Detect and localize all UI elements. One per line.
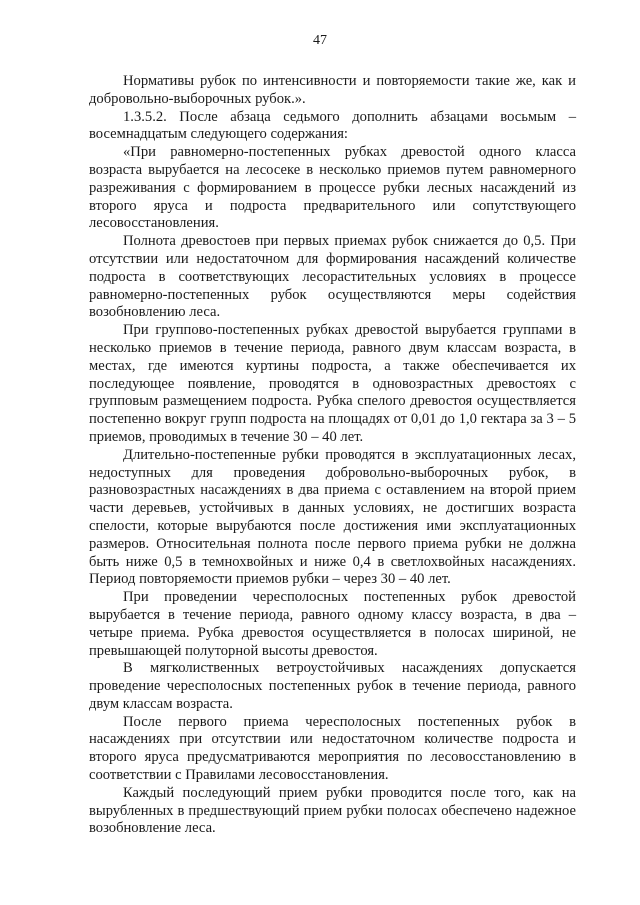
paragraph-rubki-normativy: Нормативы рубок по интенсивности и повторяемости такие же, как и добровольно-выборочных рубок.». (89, 73, 576, 107)
paragraph-posle-pervogo-priema: После первого приема чересполосных постепенных рубок в насаждениях при отсутствии или недостаточном количестве подроста и второго яруса предусматриваются мероприятия по лесовосстановлению в соответствии с Правилами лесовосстановления. (89, 713, 576, 784)
document-body (89, 73, 576, 838)
paragraph-cherespolosnye: При проведении чересполосных постепенных рубок древостой вырубается в течение периода, равного одному классу возраста, в два – четыре приема. Рубка древостоя осуществляется в полосах шириной, не превышающей полуторной высоты древостоя. (89, 589, 576, 659)
paragraph-kazhdyi-posleduyushchii: Каждый последующий прием рубки проводится после того, как на вырубленных в предшествующий прием рубки полосах обеспечено надежное возобновление леса. (89, 784, 576, 837)
paragraph-dlitelno-postepennye: Длительно-постепенные рубки проводятся в эксплуатационных лесах, недоступных для проведения добровольно-выборочных рубок, в разновозрастных насаждениях в два приема с оставлением на второй прием части деревьев, устойчивых в данных условиях, не достигших возраста спелости, которые вырубаются после достижения ими эксплуатационных размеров. Относительная полнота после первого приема рубки не должна быть ниже 0,5 в темнохвойных и ниже 0,4 в светлохвойных насаждениях. Период повторяемости приемов рубки – через 30 – 40 лет. (89, 446, 576, 588)
paragraph-gruppovo-postepennye: При группово-постепенных рубках древостой вырубается группами в несколько приемов в течение периода, равного двум классам возраста, в местах, где имеются куртины подроста, а также обеспечивается их последующее появление, проводятся в одновозрастных древостоях с групповым размещением подроста. Рубка спелого древостоя осуществляется постепенно вокруг групп подроста на площадях от 0,01 до 1,0 гектара за 3 – 5 приемов, проводимых в течение 30 – 40 лет. (89, 322, 576, 445)
page-number: 47 (313, 33, 327, 48)
paragraph-polnota-drevostoev: Полнота древостоев при первых приемах рубок снижается до 0,5. При отсутствии или недостаточном для формирования насаждений количестве подроста в соответствующих лесорастительных условиях в процессе равномерно-постепенных рубок осуществляются меры содействия возобновлению леса. (89, 233, 576, 321)
paragraph-ravnomerno-postepennye: «При равномерно-постепенных рубках древостой одного класса возраста вырубается на лесосеке в несколько приемов путем равномерного разреживания с формированием в процессе рубки лесных насаждений из второго яруса и подроста предварительного или сопутствующего лесовосстановления. (89, 144, 576, 232)
paragraph-myagkolistvennye: В мягколиственных ветроустойчивых насаждениях допускается проведение чересполосных постепенных рубок в течение периода, равного двум классам возраста. (89, 660, 576, 712)
paragraph-amendment-1-3-5-2: 1.3.5.2. После абзаца седьмого дополнить абзацами восьмым – восемнадцатым следующего содержания: (89, 108, 576, 143)
